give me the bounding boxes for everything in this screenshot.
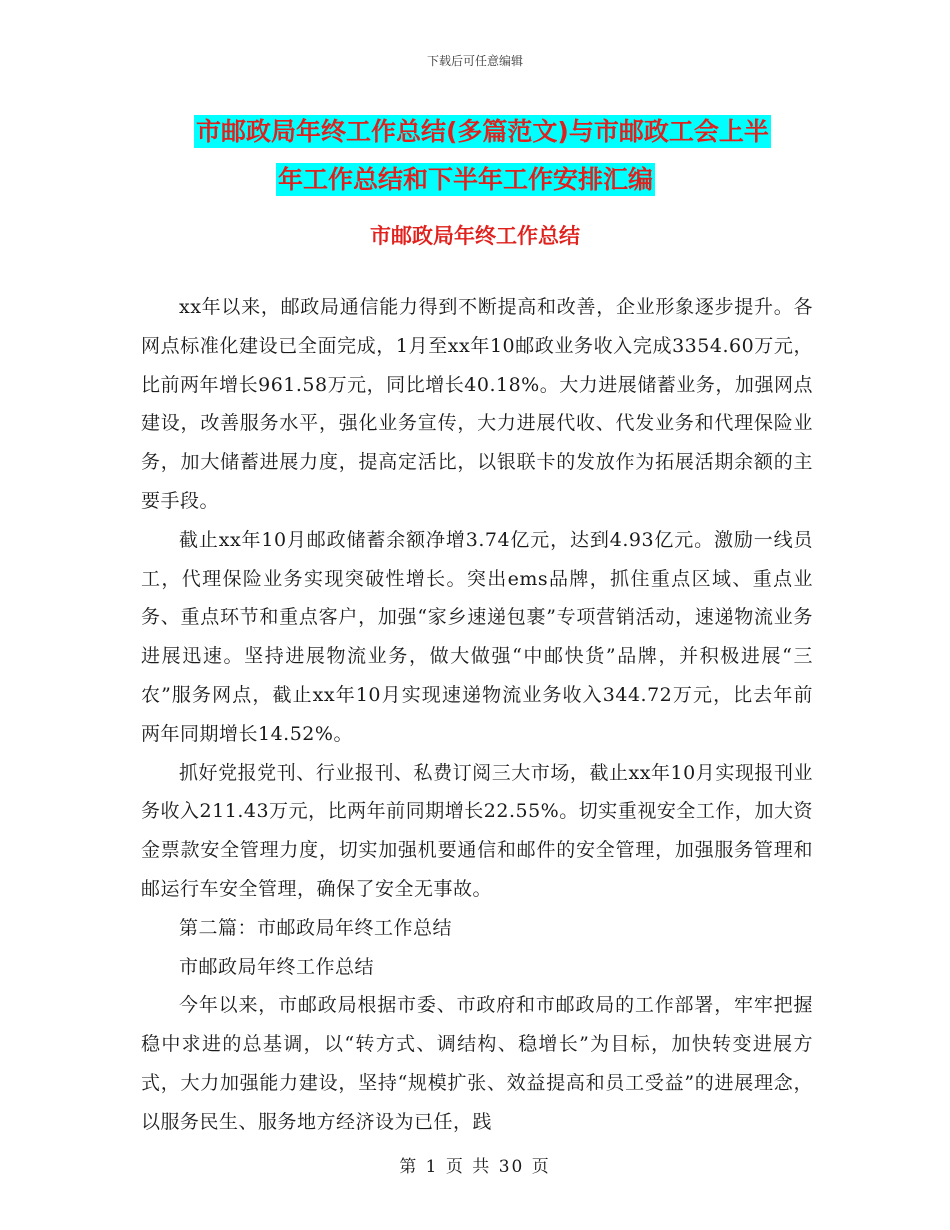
section-title: 市邮政局年终工作总结 [370,224,580,248]
paragraph: 今年以来，市邮政局根据市委、市政府和市邮政局的工作部署，牢牢把握稳中求进的总基调，以“转方式、调结构、稳增长”为目标，加快转变进展方式，大力加强能力建设，坚持“规模扩张、效益提高和员工受益”的进展理念，以服务民生、服务地方经济设为已任，践 [141,994,813,1133]
body-text [141,288,813,1142]
document-title-line-1: 市邮政局年终工作总结(多篇范文)与市邮政工会上半 [196,117,769,146]
header-note: 下载后可任意编辑 [426,54,523,68]
paragraph-heading: 第二篇：市邮政局年终工作总结 [179,916,453,939]
paragraph: xx年以来，邮政局通信能力得到不断提高和改善，企业形象逐步提升。各网点标准化建设已全面完成，1月至xx年10邮政业务收入完成3354.60万元，比前两年增长961.58万元，同比增长40.18%。大力进展储蓄业务，加强网点建设，改善服务水平，强化业务宣传，大力进展代收、代发业务和代理保险业务，加大储蓄进展力度，提高定活比，以银联卡的发放作为拓展活期余额的主要手段。 [141,296,813,512]
paragraph-subheading: 市邮政局年终工作总结 [179,955,375,978]
document-title [150,108,810,204]
paragraph: 截止xx年10月邮政储蓄余额净增3.74亿元，达到4.93亿元。激励一线员工，代理保险业务实现突破性增长。突出ems品牌，抓住重点区域、重点业务、重点环节和重点客户，加强“家乡速递包裹”专项营销活动，速递物流业务进展迅速。坚持进展物流业务，做大做强“中邮快货”品牌，并积极进展“三农”服务网点，截止xx年10月实现速递物流业务收入344.72万元，比去年前两年同期增长14.52%。 [141,528,813,745]
paragraph: 抓好党报党刊、行业报刊、私费订阅三大市场，截止xx年10月实现报刊业务收入211.43万元，比两年前同期增长22.55%。切实重视安全工作，加大资金票款安全管理力度，切实加强机要通信和邮件的安全管理，加强服务管理和邮运行车安全管理，确保了安全无事故。 [141,761,813,900]
document-title-line-2: 年工作总结和下半年工作安排汇编 [278,165,654,194]
page-footer: 第 1 页 共 30 页 [399,1157,551,1177]
